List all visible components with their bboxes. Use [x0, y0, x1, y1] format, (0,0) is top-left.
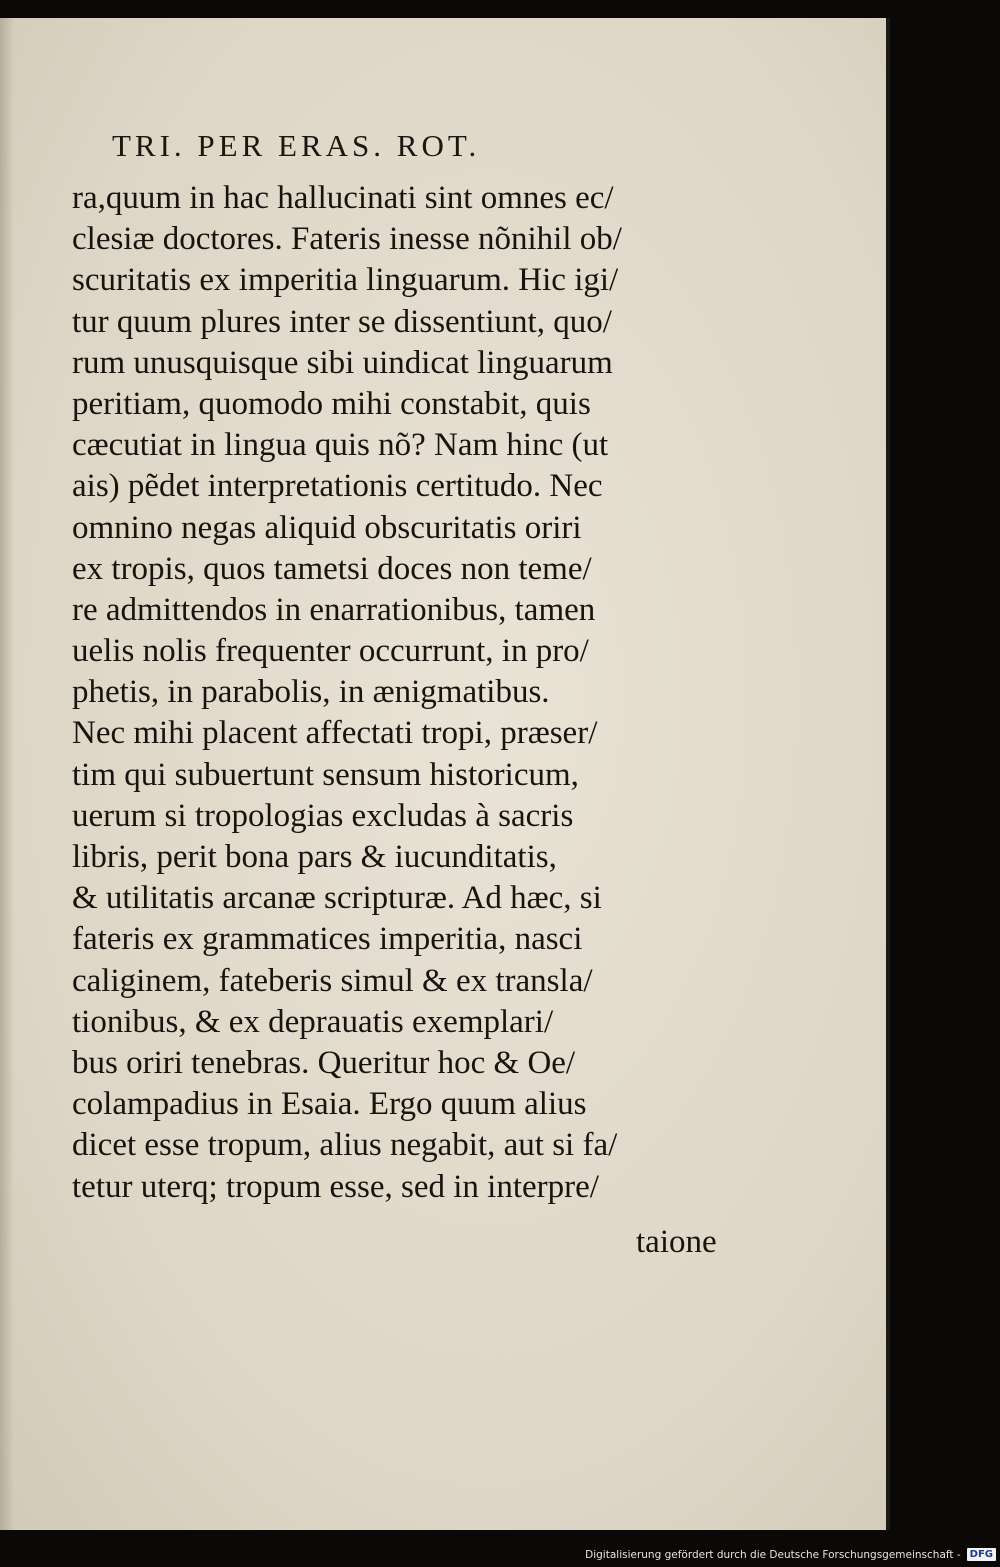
text-line: clesiæ doctores. Fateris inesse nõnihil ob/	[72, 221, 622, 258]
text-line: re admittendos in enarrationibus, tamen	[72, 591, 596, 628]
dfg-logo: DFG	[967, 1548, 996, 1561]
credit-text: Digitalisierung gefördert durch die Deutsche Forschungsgemeinschaft -	[585, 1548, 961, 1561]
text-line: libris, perit bona pars & iucunditatis,	[72, 839, 557, 875]
text-line: rum unusquisque sibi uindicat linguarum	[72, 344, 613, 381]
text-line: colampadius in Esaia. Ergo quum alius	[72, 1086, 587, 1123]
body-text	[72, 178, 752, 1208]
text-line: peritiam, quomodo mihi constabit, quis	[72, 385, 591, 422]
text-line: phetis, in parabolis, in ænigmatibus.	[72, 674, 550, 711]
text-line: bus oriri tenebras. Queritur hoc & Oe/	[72, 1044, 576, 1081]
running-head: TRI. PER ERAS. ROT.	[112, 128, 481, 163]
text-line: dicet esse tropum, alius negabit, aut si fa/	[72, 1127, 618, 1164]
text-line: tur quum plures inter se dissentiunt, quo/	[72, 303, 612, 340]
text-line: ra,quum in hac hallucinati sint omnes ec/	[72, 180, 614, 216]
text-line: uelis nolis frequenter occurrunt, in pro/	[72, 633, 589, 670]
text-line: omnino negas aliquid obscuritatis oriri	[72, 509, 582, 546]
text-line: ais) pẽdet interpretationis certitudo. Nec	[72, 468, 603, 505]
book-page	[0, 18, 890, 1530]
text-line: cæcutiat in lingua quis nõ? Nam hinc (ut	[72, 427, 609, 464]
catchword: taione	[636, 1224, 717, 1260]
text-line: tetur uterq; tropum esse, sed in interpre/	[72, 1168, 599, 1205]
text-line: ex tropis, quos tametsi doces non teme/	[72, 550, 592, 587]
text-line: caliginem, fateberis simul & ex transla/	[72, 962, 593, 999]
text-line: uerum si tropologias excludas à sacris	[72, 797, 574, 834]
text-line: & utilitatis arcanæ scripturæ. Ad hæc, si	[72, 880, 602, 917]
text-line: scuritatis ex imperitia linguarum. Hic igi/	[72, 262, 619, 299]
digitization-credit	[585, 1548, 996, 1561]
text-line: tim qui subuertunt sensum historicum,	[72, 756, 579, 793]
text-line: Nec mihi placent affectati tropi, præser/	[72, 715, 598, 752]
text-line: fateris ex grammatices imperitia, nasci	[72, 921, 583, 958]
spine-shadow	[0, 18, 14, 1530]
text-line: tionibus, & ex deprauatis exemplari/	[72, 1003, 554, 1040]
